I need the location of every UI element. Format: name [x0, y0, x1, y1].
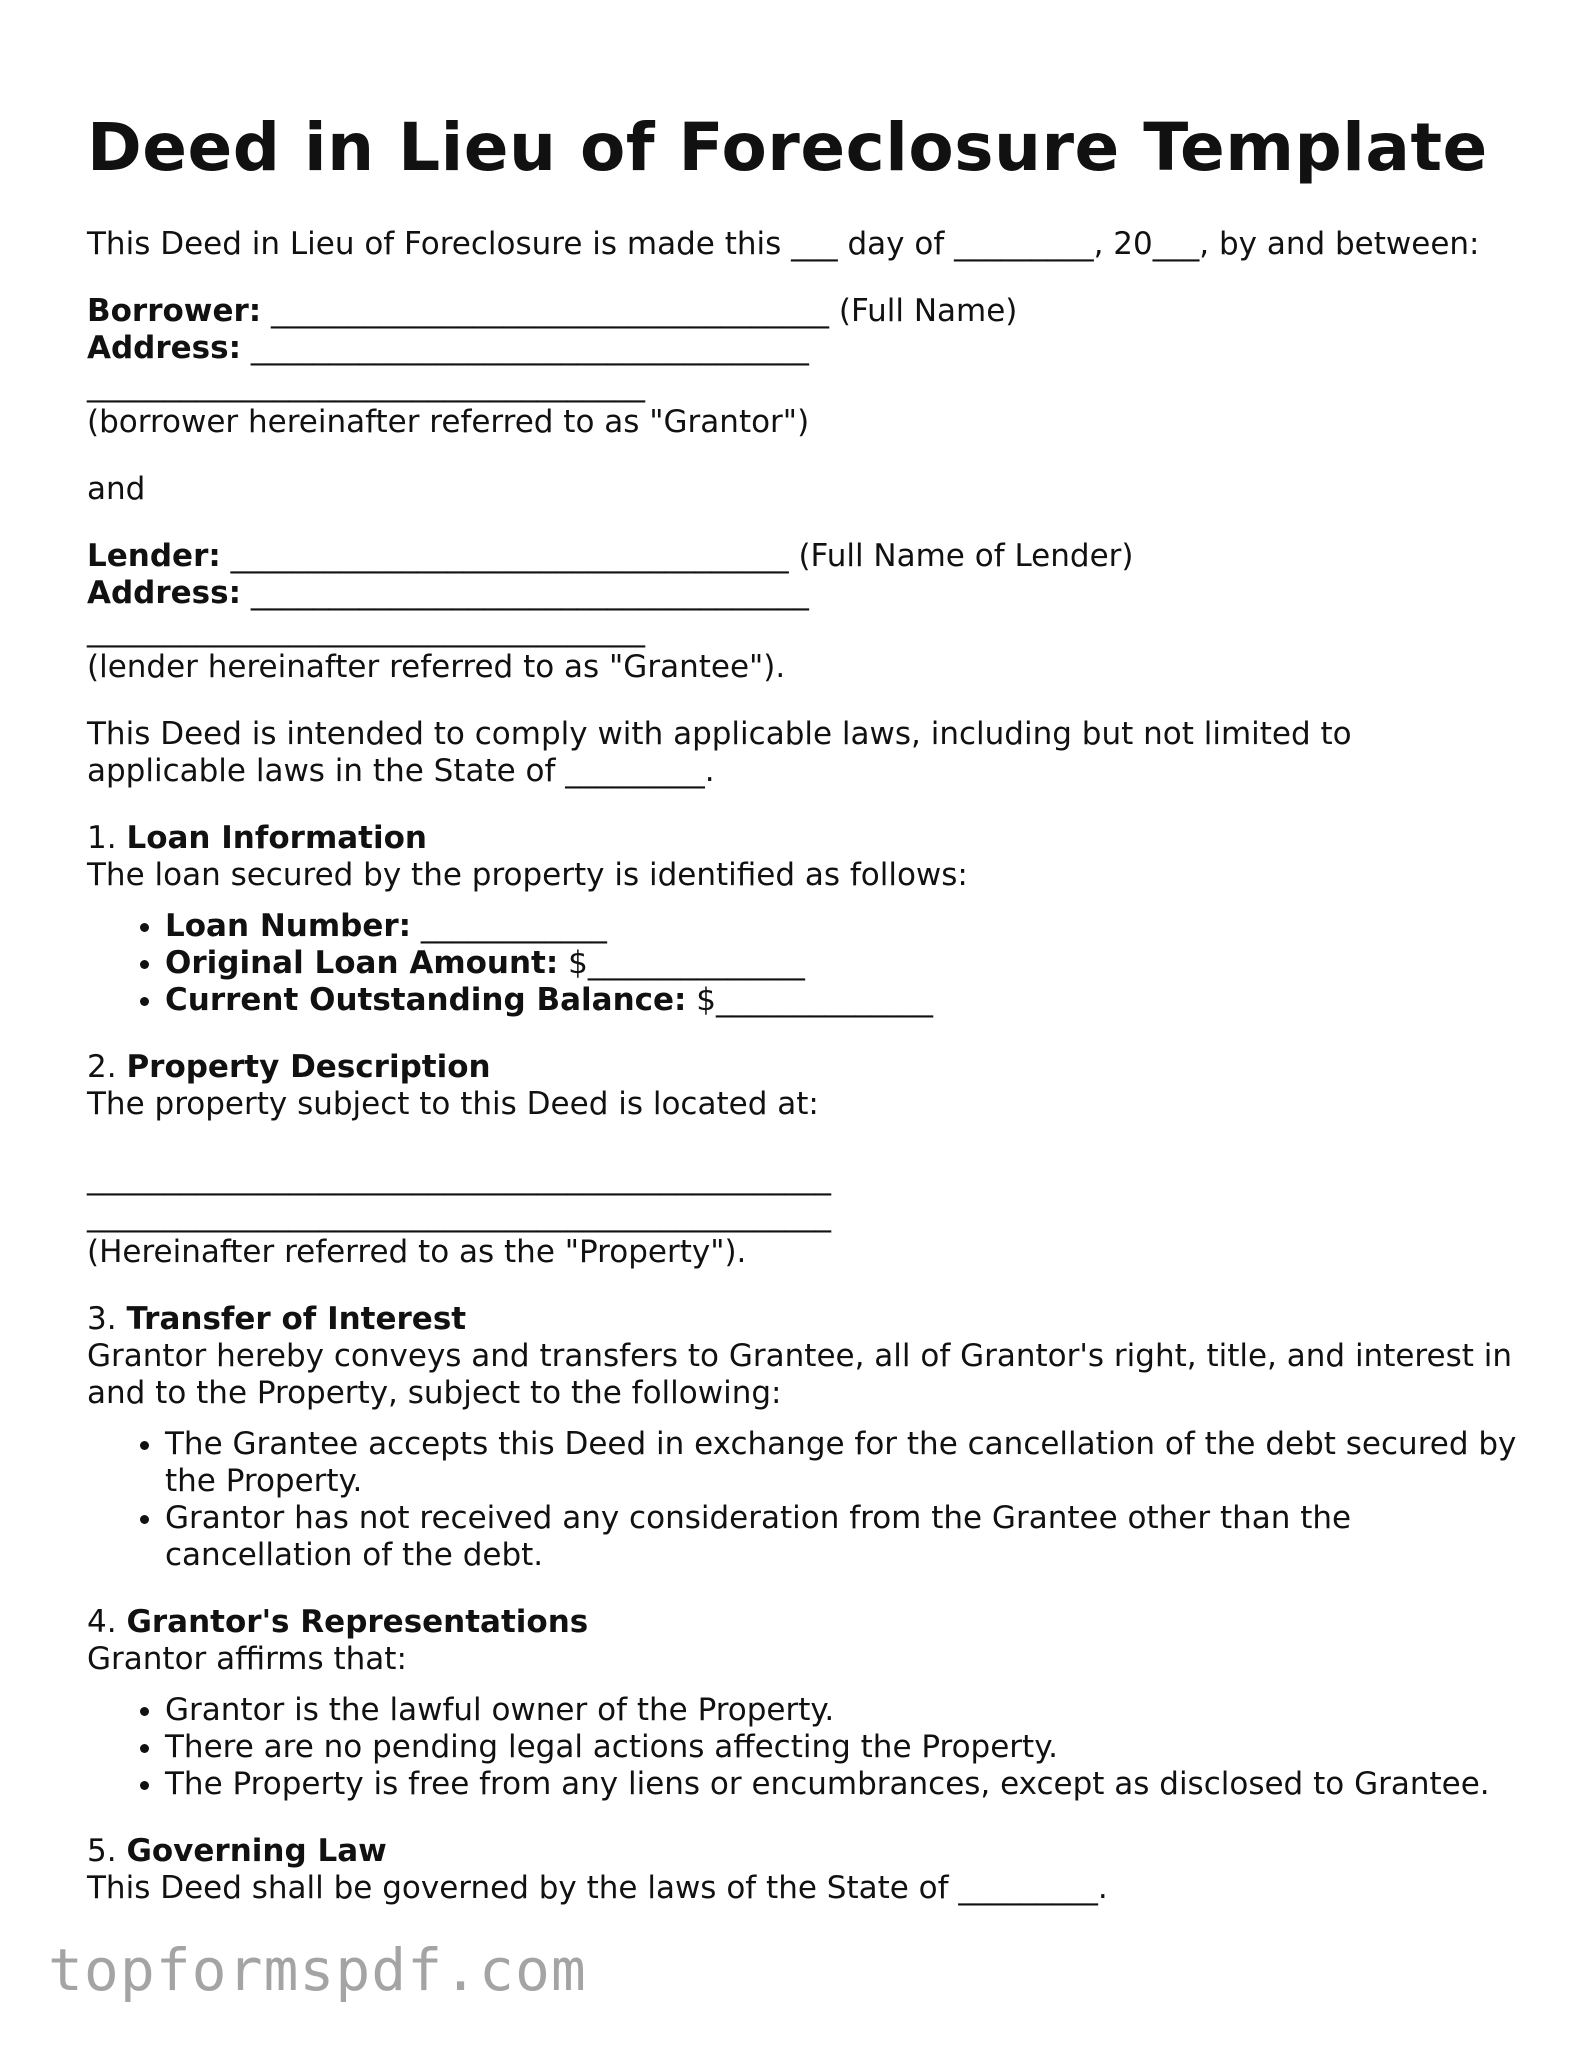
lender-address-blank: ____________________________________	[241, 575, 809, 611]
list-item: • Grantor has not received any consideration from the Grantee other than the cancellation of the debt.	[165, 1500, 1527, 1574]
section-intro: Grantor affirms that:	[87, 1641, 407, 1677]
list-item: • The Property is free from any liens or encumbrances, except as disclosed to Grantee.	[165, 1766, 1527, 1803]
representations-list	[87, 1692, 1527, 1803]
property-note: (Hereinafter referred to as the "Property").	[87, 1234, 747, 1270]
list-item: • There are no pending legal actions affecting the Property.	[165, 1729, 1527, 1766]
list-item: • The Grantee accepts this Deed in exchange for the cancellation of the debt secured by the Property.	[165, 1426, 1527, 1500]
property-address-line2: ________________________________________________	[87, 1197, 831, 1233]
loan-info-list	[87, 908, 1527, 1019]
lender-address-label: Address:	[87, 575, 241, 611]
lender-line	[87, 538, 1527, 575]
section-transfer-of-interest	[87, 1301, 1527, 1412]
borrower-label: Borrower:	[87, 293, 262, 329]
borrower-block	[87, 293, 1527, 441]
borrower-address-line	[87, 330, 1527, 367]
section-intro: The loan secured by the property is identified as follows:	[87, 857, 968, 893]
intro-paragraph: This Deed in Lieu of Foreclosure is made this ___ day of _________, 20___, by and between:	[87, 226, 1480, 262]
list-item	[165, 982, 1527, 1019]
original-amount-blank: $______________	[558, 945, 805, 981]
section-property-description	[87, 1049, 1527, 1271]
lender-address-line2: ____________________________________	[87, 612, 645, 648]
loan-number-blank: ____________	[411, 908, 607, 944]
section-number: 5.	[87, 1833, 117, 1869]
section-title: Loan Information	[126, 820, 427, 856]
list-item	[165, 945, 1527, 982]
section-grantor-representations	[87, 1604, 1527, 1678]
section-heading	[87, 1833, 1527, 1870]
property-address-line1: ________________________________________________	[87, 1160, 831, 1196]
section-heading	[87, 1604, 1527, 1641]
borrower-line	[87, 293, 1527, 330]
section-title: Governing Law	[126, 1833, 387, 1869]
borrower-name-blank: ____________________________________ (Full Name)	[261, 293, 1018, 329]
governing-law-text: This Deed shall be governed by the laws of the State of _________.	[87, 1870, 1108, 1906]
section-heading	[87, 1301, 1527, 1338]
section-heading	[87, 1049, 1527, 1086]
borrower-address-line2: ____________________________________	[87, 367, 645, 403]
document-title: Deed in Lieu of Foreclosure Template	[87, 109, 1488, 186]
outstanding-balance-blank: $______________	[686, 982, 934, 1018]
section-title: Property Description	[126, 1049, 491, 1085]
section-number: 4.	[87, 1604, 117, 1640]
section-heading	[87, 820, 1527, 857]
section-intro: The property subject to this Deed is located at:	[87, 1086, 819, 1122]
section-title: Transfer of Interest	[126, 1301, 467, 1337]
section-number: 1.	[87, 820, 117, 856]
section-number: 2.	[87, 1049, 117, 1085]
spacer	[87, 1123, 1527, 1160]
document-page	[87, 108, 1527, 1937]
lender-address-line	[87, 575, 1527, 612]
lender-block	[87, 538, 1527, 686]
list-item: • Grantor is the lawful owner of the Property.	[165, 1692, 1527, 1729]
borrower-address-label: Address:	[87, 330, 241, 366]
and-text: and	[87, 471, 146, 507]
section-title: Grantor's Representations	[126, 1604, 589, 1640]
list-item	[165, 908, 1527, 945]
lender-note: (lender hereinafter referred to as "Grantee").	[87, 649, 786, 685]
section-governing-law	[87, 1833, 1527, 1907]
original-amount-label: Original Loan Amount:	[165, 945, 559, 981]
outstanding-balance-label: Current Outstanding Balance:	[165, 982, 687, 1018]
section-number: 3.	[87, 1301, 117, 1337]
loan-number-label: Loan Number:	[165, 908, 412, 944]
borrower-note: (borrower hereinafter referred to as "Grantor")	[87, 404, 810, 440]
watermark-text: topformspdf.com	[48, 1936, 587, 2004]
lender-label: Lender:	[87, 538, 221, 574]
lender-name-blank: ____________________________________ (Full Name of Lender)	[220, 538, 1134, 574]
section-loan-information	[87, 820, 1527, 894]
compliance-paragraph: This Deed is intended to comply with applicable laws, including but not limited to applicable laws in the State of _________.	[87, 716, 1352, 789]
section-intro: Grantor hereby conveys and transfers to Grantee, all of Grantor's right, title, and interest in and to the Property, subject to the following:	[87, 1338, 1512, 1411]
borrower-address-blank: ____________________________________	[241, 330, 809, 366]
transfer-conditions-list	[87, 1426, 1527, 1574]
